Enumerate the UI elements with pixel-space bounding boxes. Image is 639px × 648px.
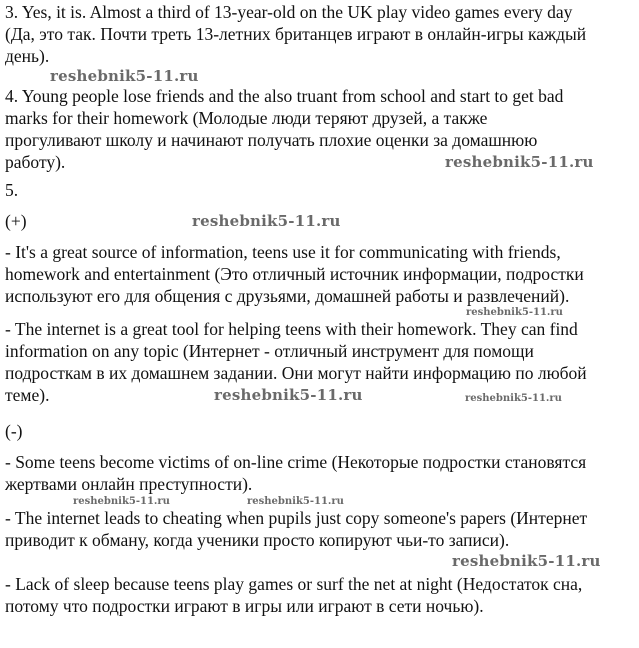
cons-heading: (-) — [5, 421, 23, 441]
pros-heading: (+) — [5, 211, 27, 231]
pro-2-line-3: подросткам в их домашнем задании. Они могут найти информацию по любой — [5, 363, 587, 383]
watermark: reshebnik5-11.ru — [445, 153, 594, 171]
watermark: reshebnik5-11.ru — [452, 552, 601, 570]
con-1-line-1: - Some teens become victims of on-line crime (Некоторые подростки становятся — [5, 452, 587, 472]
answer-4-line-1: 4. Young people lose friends and the also truant from school and start to get bad — [5, 86, 564, 106]
pro-2-line-1: - The internet is a great tool for helping teens with their homework. They can find — [5, 319, 578, 339]
answer-3-line-1: 3. Yes, it is. Almost a third of 13-year-old on the UK play video games every day — [5, 2, 573, 22]
watermark: reshebnik5-11.ru — [247, 496, 344, 507]
pro-1-line-1: - It's a great source of information, teens use it for communicating with friends, — [5, 242, 561, 262]
con-3-line-2: потому что подростки играют в игры или играют в сети ночью). — [5, 596, 484, 616]
answer-4-line-2: marks for their homework (Молодые люди теряют друзей, а также — [5, 108, 488, 128]
watermark: reshebnik5-11.ru — [192, 212, 341, 230]
section-5-heading: 5. — [5, 180, 19, 200]
answer-4-line-3: прогуливают школу и начинают получать плохие оценки за домашнюю — [5, 130, 538, 150]
watermark: reshebnik5-11.ru — [73, 496, 170, 507]
pro-1-line-2: homework and entertainment (Это отличный источник информации, подростки — [5, 264, 584, 284]
con-3-line-1: - Lack of sleep because teens play games or surf the net at night (Недостаток сна, — [5, 574, 583, 594]
pro-2-line-2: information on any topic (Интернет - отличный инструмент для помощи — [5, 341, 534, 361]
answer-3-line-2: (Да, это так. Почти треть 13-летних британцев играют в онлайн-игры каждый — [5, 24, 587, 44]
con-2-line-2: приводит к обману, когда ученики просто копируют чьи-то записи). — [5, 530, 510, 550]
con-1-line-2: жертвами онлайн преступности). — [5, 474, 253, 494]
watermark: reshebnik5-11.ru — [50, 67, 199, 85]
pro-1-line-3: используют его для общения с друзьями, домашней работы и развлечений). — [5, 286, 570, 306]
watermark: reshebnik5-11.ru — [466, 307, 563, 318]
watermark: reshebnik5-11.ru — [214, 386, 363, 404]
con-2-line-1: - The internet leads to cheating when pupils just copy someone's papers (Интернет — [5, 508, 588, 528]
watermark: reshebnik5-11.ru — [465, 393, 562, 404]
answer-3-line-3: день). — [5, 46, 50, 66]
answer-4-line-4: работу). — [5, 152, 66, 172]
pro-2-line-4: теме). — [5, 385, 50, 405]
